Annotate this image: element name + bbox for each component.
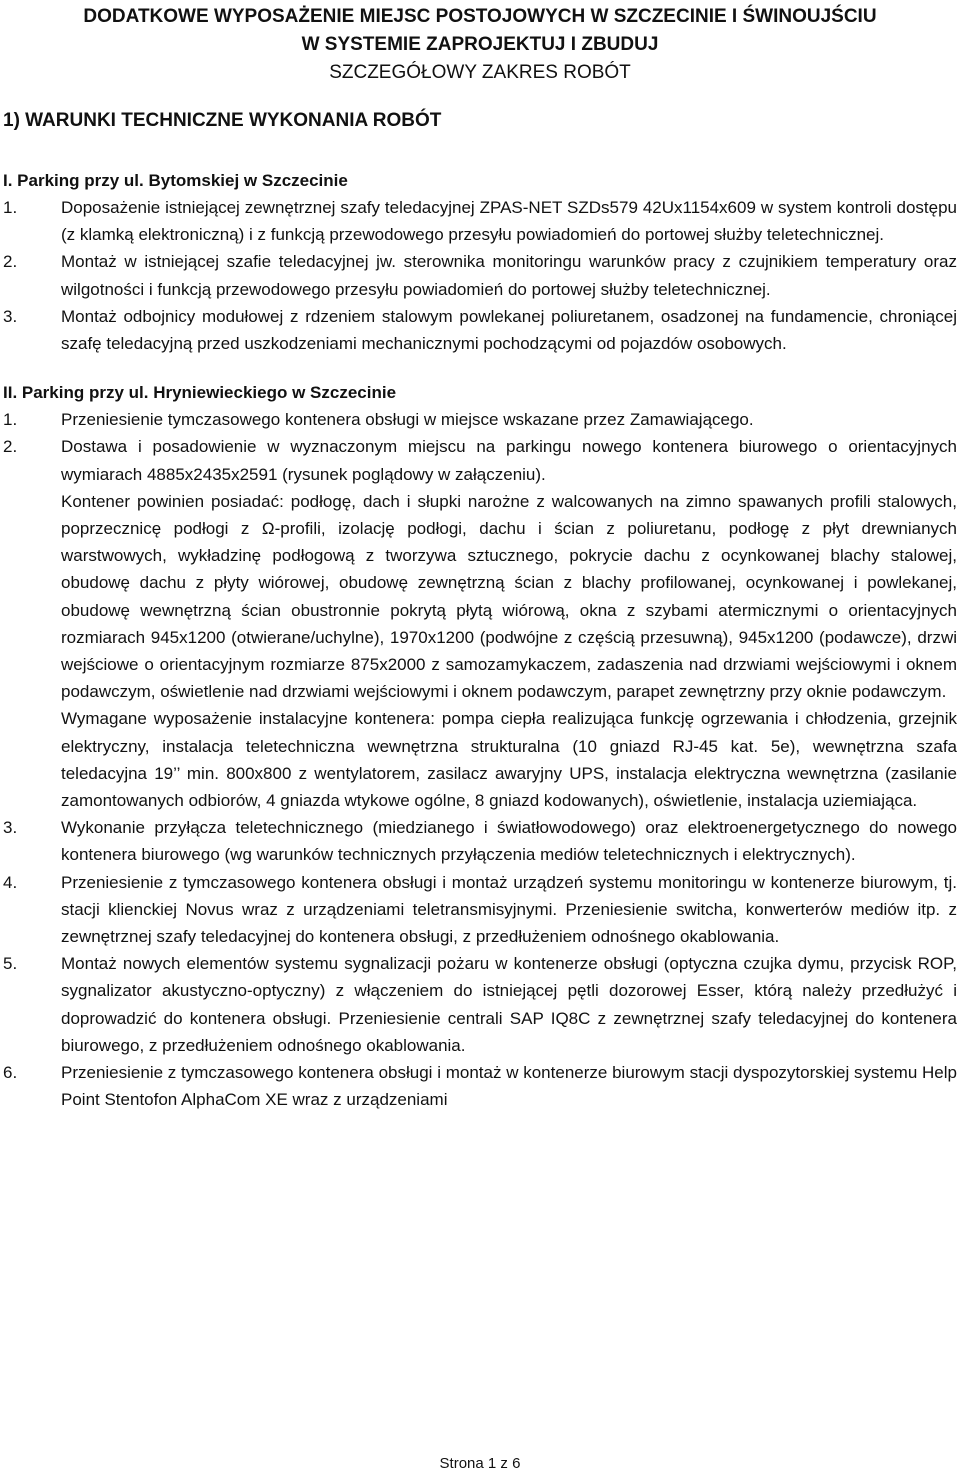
part-heading-bytomska: I. Parking przy ul. Bytomskiej w Szczecinie xyxy=(3,171,348,190)
item-number: 6. xyxy=(3,1063,18,1083)
item-text: Dostawa i posadowienie w wyznaczonym miejscu na parkingu nowego kontenera biurowego o orientacyjnych wymiarach 4885x2435x2591 (rysunek poglądowy w załączeniu). xyxy=(61,437,957,484)
page-number: Strona 1 z 6 xyxy=(439,1455,521,1472)
item-number: 4. xyxy=(3,872,18,892)
item-number: 3. xyxy=(3,306,18,326)
item-text: Przeniesienie tymczasowego kontenera obsługi w miejsce wskazane przez Zamawiającego. xyxy=(61,410,754,430)
part-2-list xyxy=(0,406,960,1113)
item-text: Przeniesienie z tymczasowego kontenera obsługi i montaż urządzeń systemu monitoringu w kontenerze biurowym, tj. stacji klienckiej Novus wraz z urządzeniami teletransmisyjnymi. Przeniesienie switcha, konwerterów mediów itp. z zewnętrznej szafy teledacyjnej do kontenera obsługi, z przedłużeniem odnośnego okablowania. xyxy=(61,872,957,947)
list-item xyxy=(0,1059,960,1113)
document-subtitle: SZCZEGÓŁOWY ZAKRES ROBÓT xyxy=(329,62,631,83)
item-text: Przeniesienie z tymczasowego kontenera obsługi i montaż w kontenerze biurowym stacji dyspozytorskiej systemu Help Point Stentofon AlphaCom XE wraz z urządzeniami xyxy=(61,1063,957,1110)
list-item xyxy=(0,433,960,814)
part-heading-hryniewieckiego: II. Parking przy ul. Hryniewieckiego w Szczecinie xyxy=(3,383,397,403)
list-item xyxy=(0,814,960,868)
item-number: 1. xyxy=(3,410,18,430)
item-number: 5. xyxy=(3,954,18,974)
item-text: Doposażenie istniejącej zewnętrznej szafy teledacyjnej ZPAS-NET SZDs579 42Ux1154x609 w system kontroli dostępu (z klamką elektroniczną) i z funkcją przewodowego przesyłu powiadomień do portowej służby teletechnicznej. xyxy=(61,198,957,245)
document-title-line1: DODATKOWE WYPOSAŻENIE MIEJSC POSTOJOWYCH W SZCZECINIE I ŚWINOUJŚCIU xyxy=(83,6,877,27)
item-number: 3. xyxy=(3,818,18,838)
item-text: Wykonanie przyłącza teletechnicznego (miedzianego i światłowodowego) oraz elektroenergetycznego do nowego kontenera biurowego (wg warunków technicznych przyłączenia mediów teletechnicznych i elektrycznych). xyxy=(61,818,957,865)
item-text-installations: Wymagane wyposażenie instalacyjne kontenera: pompa ciepła realizująca funkcję ogrzewania i chłodzenia, grzejnik elektryczny, instalacja teletechniczna wewnętrzna strukturalna (10 gniazd RJ-45 kat. 5e), wewnętrzna szafa teledacyjna 19’’ min. 800x800 z wentylatorem, zasilacz awaryjny UPS, instalacja elektryczna wewnętrzna (zasilanie zamontowanych odbiorów, 4 gniazda wtykowe ogólne, 8 gniazd kodowanych), oświetlenie, instalacja uziemiająca. xyxy=(61,709,957,811)
list-item xyxy=(0,950,960,1059)
list-item xyxy=(0,303,960,357)
document-title-line2: W SYSTEMIE ZAPROJEKTUJ I ZBUDUJ xyxy=(301,34,659,55)
list-item xyxy=(0,869,960,951)
section-heading: 1) WARUNKI TECHNICZNE WYKONANIA ROBÓT xyxy=(3,110,442,131)
list-item xyxy=(0,248,960,302)
item-text: Montaż w istniejącej szafie teledacyjnej jw. sterownika monitoringu warunków pracy z czujnikiem temperatury oraz wilgotności i funkcją przewodowego przesyłu powiadomień do portowej służby teletechnicznej. xyxy=(61,252,957,299)
item-number: 1. xyxy=(3,198,18,217)
item-number: 2. xyxy=(3,437,18,457)
item-text: Montaż odbojnicy modułowej z rdzeniem stalowym powlekanej poliuretanem, osadzonej na fundamencie, chroniącej szafę teledacyjną przed uszkodzeniami mechanicznymi pochodzącymi od pojazdów osobowych. xyxy=(61,306,957,354)
item-text-container-spec: Kontener powinien posiadać: podłogę, dach i słupki narożne z walcowanych na zimno spawanych profili stalowych, poprzecznicę podłogi z Ω-profili, izolację podłogi, dachu i ścian z poliuretanu, podłogę z płyt drewnianych warstwowych, wykładzinę podłogową z tworzywa sztucznego, pokrycie dachu z ocynkowanej blachy stalowej, obudowę dachu z płyty wiórowej, obudowę zewnętrzną ścian z blachy profilowanej, ocynkowanej i powlekanej, obudowę wewnętrzną ścian obustronnie pokrytą płytą wiórową, okna z szybami atermicznymi o orientacyjnych rozmiarach 945x1200 (otwierane/uchylne), 1970x1200 (podwójne z częścią przesuwną), 945x1200 (podawcze), drzwi wejściowe o orientacyjnym rozmiarze 875x2000 z samozamykaczem, zadaszenia nad drzwiami wejściowymi i oknem podawczym, oświetlenie nad drzwiami wejściowymi i oknem podawczym, parapet zewnętrzny przy oknie podawczym. xyxy=(61,491,957,702)
part-1-list xyxy=(0,194,960,357)
list-item xyxy=(0,406,960,433)
item-text: Montaż nowych elementów systemu sygnalizacji pożaru w kontenerze obsługi (optyczna czujka dymu, przycisk ROP, sygnalizator akustyczno-optyczny) z włączeniem do istniejącej pętli dozorowej Esser, którą należy przedłużyć i doprowadzić do kontenera obsługi. Przeniesienie centrali SAP IQ8C z zewnętrznej szafy teledacyjnej do kontenera biurowego, z przedłużeniem odnośnego okablowania. xyxy=(61,954,957,1055)
item-number: 2. xyxy=(3,252,18,272)
list-item xyxy=(0,194,960,248)
